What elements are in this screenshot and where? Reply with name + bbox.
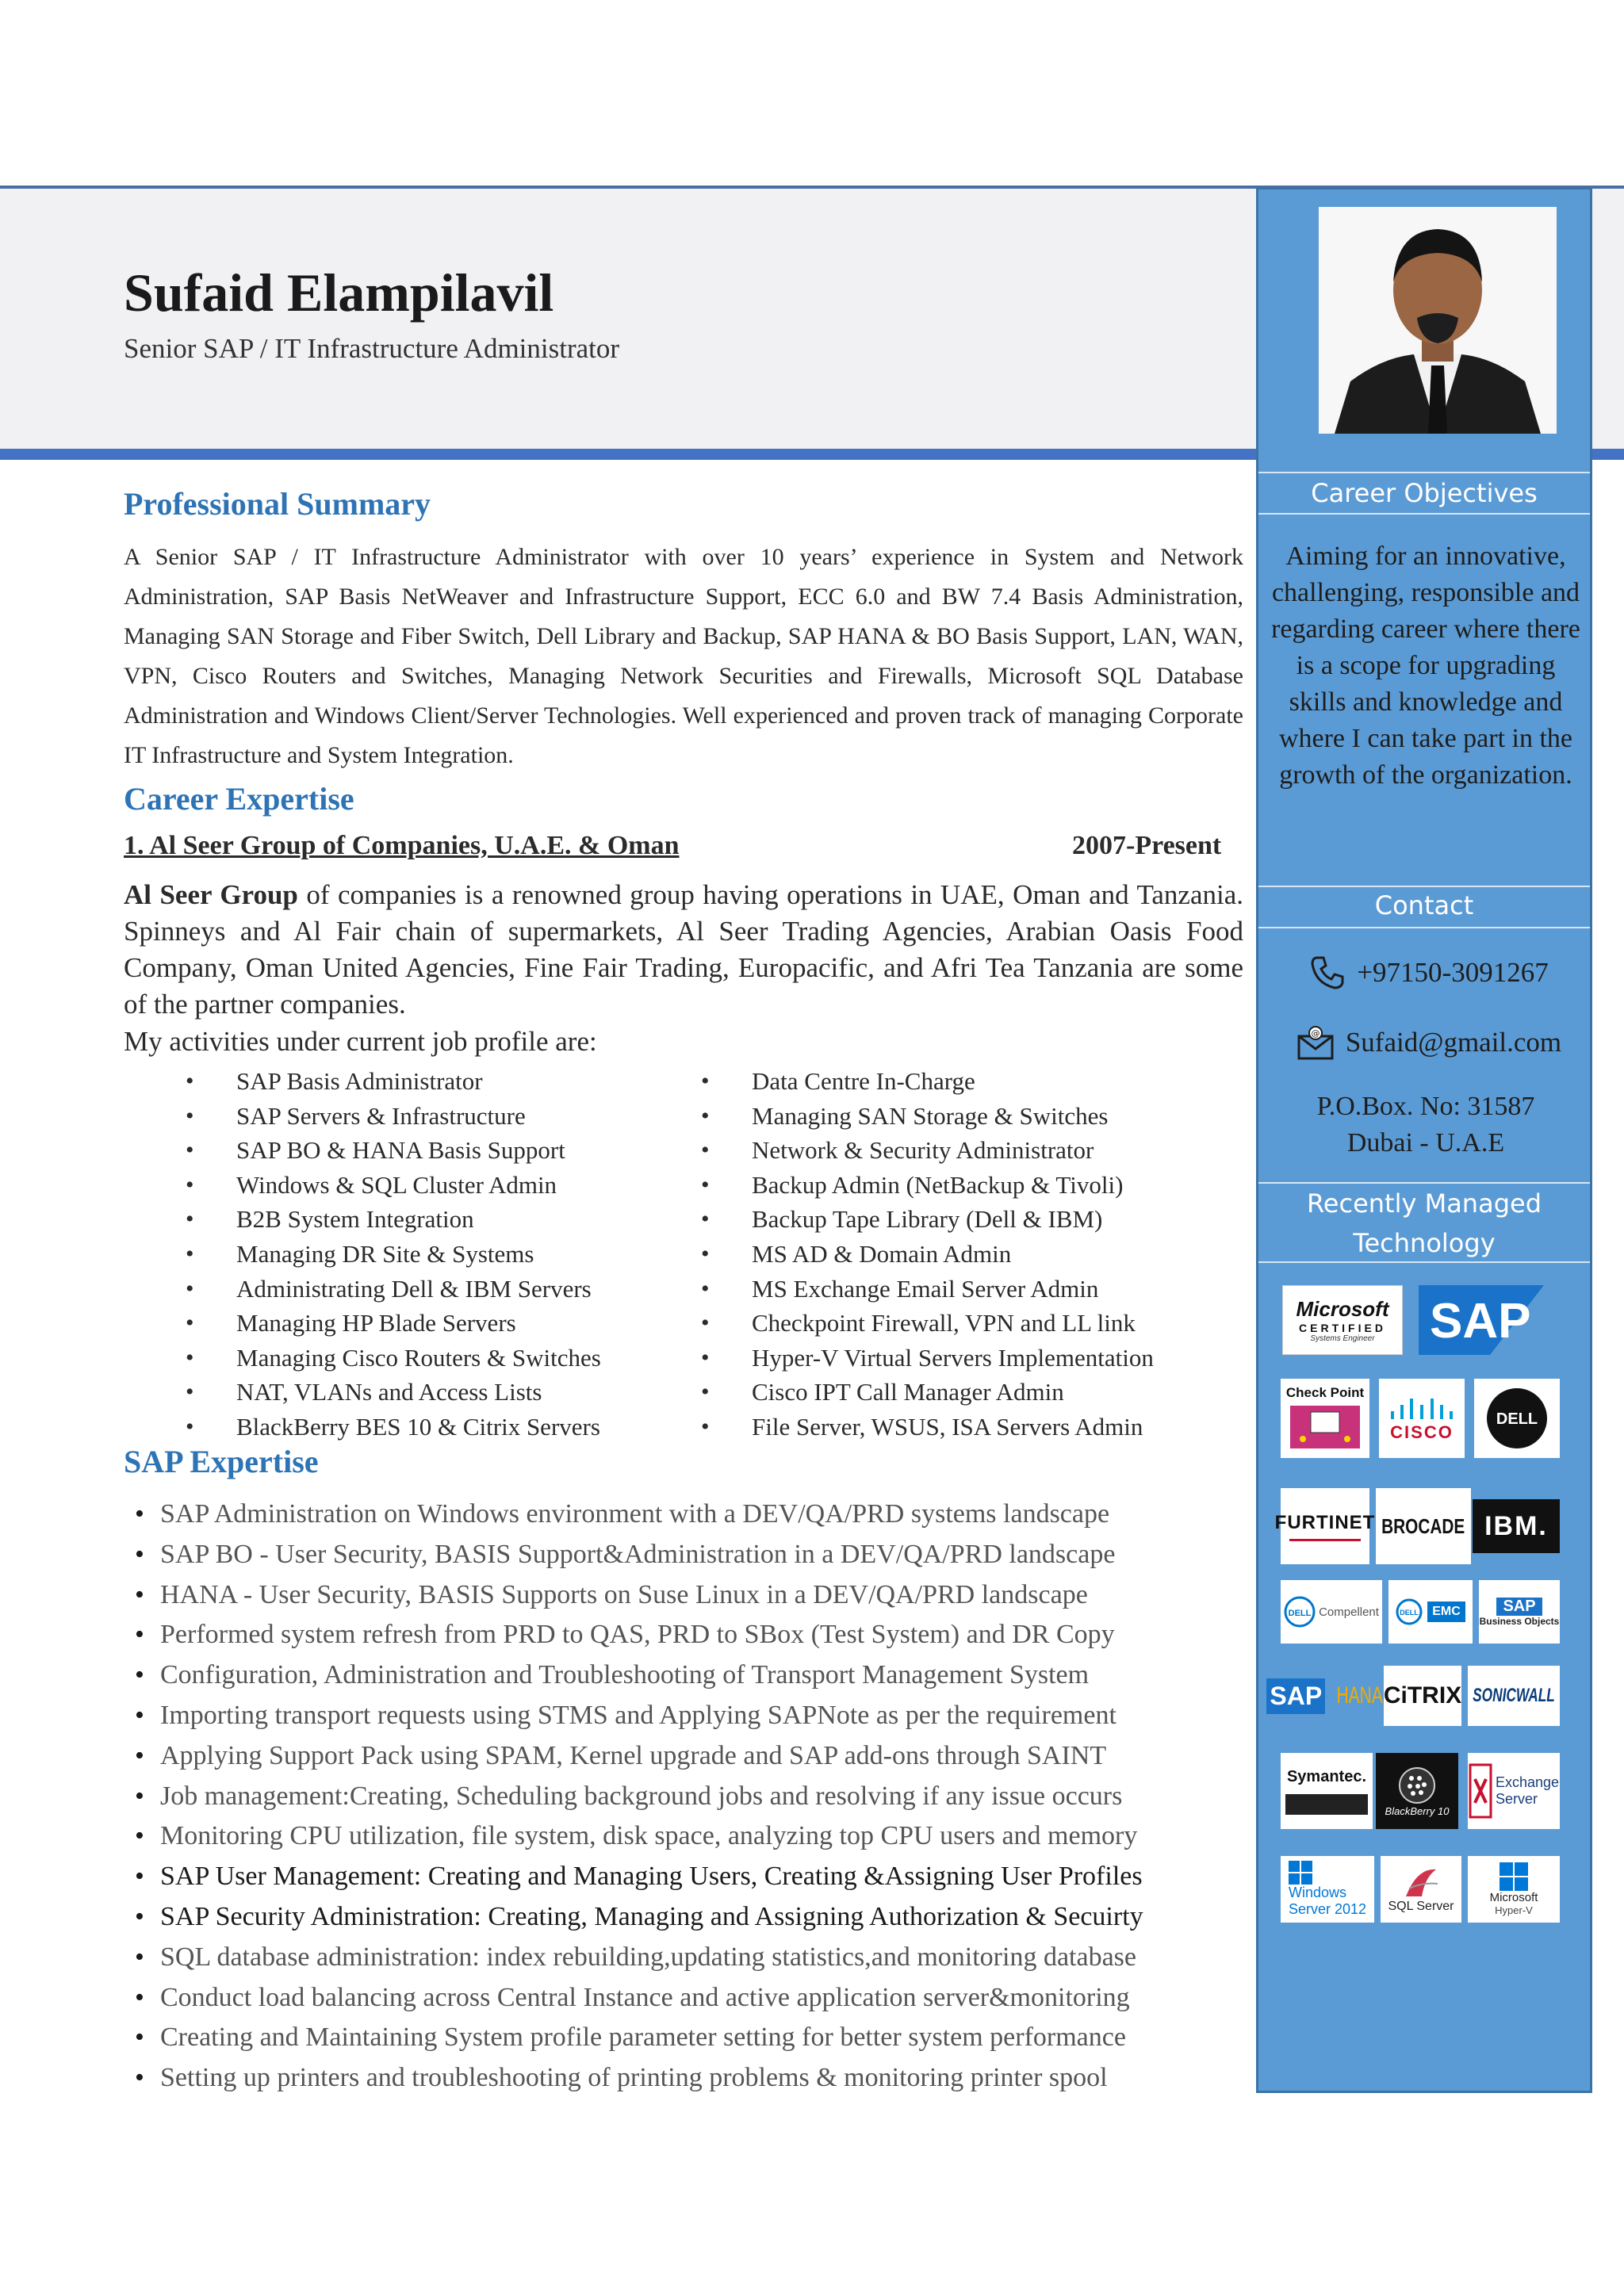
- sidebar: [1256, 187, 1592, 2093]
- list-item: • SAP Basis Administrator: [236, 1064, 601, 1099]
- list-item: • Network & Security Administrator: [752, 1133, 1154, 1168]
- profile-photo: [1319, 207, 1557, 434]
- sap-expertise-heading: SAP Expertise: [124, 1444, 319, 1479]
- phone-row: [1274, 951, 1584, 995]
- job-years: 2007-Present: [1072, 831, 1222, 860]
- job-company: 1. Al Seer Group of Companies, U.A.E. & Oman: [124, 831, 680, 860]
- list-item: • SAP Servers & Infrastructure: [236, 1099, 601, 1134]
- list-item: • Importing transport requests using STMS and Applying SAPNote as per the requirement: [135, 1696, 1245, 1736]
- windows-icon: [1289, 1861, 1312, 1885]
- list-item: • SAP User Management: Creating and Managing Users, Creating &Assigning User Profiles: [135, 1857, 1245, 1897]
- list-item: • HANA - User Security, BASIS Supports on Suse Linux in a DEV/QA/PRD landscape: [135, 1575, 1245, 1616]
- contact-heading: Contact: [1374, 890, 1474, 920]
- dell-compellent-logo: DELL Compellent: [1281, 1580, 1382, 1644]
- hyper-v-logo: Microsoft Hyper-V: [1468, 1856, 1560, 1923]
- list-item: • Creating and Maintaining System profile parameter setting for better system performance: [135, 2018, 1245, 2058]
- list-item: • Windows & SQL Cluster Admin: [236, 1168, 601, 1203]
- sql-server-icon: [1401, 1865, 1441, 1900]
- email-row: [1274, 1020, 1584, 1065]
- exchange-icon: [1469, 1763, 1492, 1819]
- list-item: • SAP BO & HANA Basis Support: [236, 1133, 601, 1168]
- sql-server-logo: SQL Server: [1381, 1856, 1461, 1923]
- job-description: [124, 877, 1243, 1023]
- professional-summary-text: A Senior SAP / IT Infrastructure Administrator with over 10 years’ experience in System and Network Administration, SAP Basis NetWeaver and Infrastructure Support, ECC 6.0 and BW 7.4 Basis Administration, Managing SAN Storage and Fiber Switch, Dell Library and Backup, SAP HANA & BO Basis Support, LAN, WAN, VPN, Cisco Routers and Switches, Managing Network Securities and Firewalls, Microsoft SQL Database Administration and Windows Client/Server Technologies. Well experienced and proven track of managing Corporate IT Infrastructure and System Integration.: [124, 544, 1243, 768]
- po-box: P.O.Box. No: 31587: [1316, 1092, 1535, 1121]
- sidebar-divider: [1258, 1261, 1590, 1263]
- exchange-server-logo: Exchange Server: [1468, 1753, 1560, 1829]
- candidate-role: Senior SAP / IT Infrastructure Administrator: [124, 333, 620, 364]
- sap-businessobjects-logo: SAP Business Objects: [1479, 1580, 1560, 1644]
- list-item: • Checkpoint Firewall, VPN and LL link: [752, 1306, 1154, 1341]
- company-name: Al Seer Group: [124, 879, 298, 910]
- list-item: • BlackBerry BES 10 & Citrix Servers: [236, 1410, 601, 1445]
- list-item: • Administrating Dell & IBM Servers: [236, 1272, 601, 1307]
- svg-text:DELL: DELL: [1400, 1609, 1419, 1617]
- list-item: • SAP BO - User Security, BASIS Support&Administration in a DEV/QA/PRD landscape: [135, 1535, 1245, 1575]
- career-objectives-text: Aiming for an innovative, challenging, responsible and regarding career where there is a scope for upgrading skills and knowledge and where I can take part in the growth of the organization.: [1271, 541, 1580, 790]
- microsoft-certified-logo: Microsoft CERTIFIED Systems Engineer: [1282, 1285, 1403, 1355]
- candidate-name: Sufaid Elampilavil: [124, 262, 554, 323]
- phone-number[interactable]: +97150-3091267: [1357, 957, 1549, 988]
- list-item: • Data Centre In-Charge: [752, 1064, 1154, 1099]
- list-item: • MS AD & Domain Admin: [752, 1237, 1154, 1272]
- list-item: • Managing SAN Storage & Switches: [752, 1099, 1154, 1134]
- list-item: • Setting up printers and troubleshooting of printing problems & monitoring printer spool: [135, 2058, 1245, 2099]
- windows-server-logo: Windows Server 2012: [1281, 1856, 1374, 1923]
- list-item: • File Server, WSUS, ISA Servers Admin: [752, 1410, 1154, 1445]
- list-item: • Managing HP Blade Servers: [236, 1306, 601, 1341]
- list-item: • MS Exchange Email Server Admin: [752, 1272, 1154, 1307]
- dell-badge-icon: [1396, 1598, 1423, 1625]
- list-item: • SQL database administration: index rebuilding,updating statistics,and monitoring database: [135, 1938, 1245, 1978]
- citrix-logo: CiTRIX: [1384, 1666, 1461, 1726]
- company-description: of companies is a renowned group having operations in UAE, Oman and Tanzania. Spinneys and Al Fair chain of supermarkets, Al Seer Trading Agencies, Arabian Oasis Food Company, Oman United Agencies, Fine Fair Trading, Europacific, and Afri Tea Tanzania are some of the partner companies.: [124, 879, 1243, 1020]
- list-item: • Configuration, Administration and Troubleshooting of Transport Management System: [135, 1655, 1245, 1696]
- dell-badge-icon: [1284, 1596, 1316, 1628]
- list-item: • SAP Administration on Windows environment with a DEV/QA/PRD systems landscape: [135, 1494, 1245, 1535]
- blackberry-icon: [1397, 1766, 1437, 1805]
- dell-logo: [1474, 1379, 1560, 1458]
- career-objectives-heading: Career Objectives: [1311, 478, 1538, 508]
- blackberry-logo: BlackBerry 10: [1376, 1753, 1458, 1829]
- ibm-logo: IBM.: [1473, 1499, 1560, 1553]
- city: Dubai - U.A.E: [1346, 1128, 1505, 1158]
- sidebar-divider: [1258, 927, 1590, 928]
- symantec-logo: Symantec.: [1281, 1753, 1373, 1829]
- cisco-logo: CISCO: [1379, 1379, 1465, 1458]
- list-item: • Monitoring CPU utilization, file system, disk space, analyzing top CPU users and memory: [135, 1816, 1245, 1857]
- email-icon: [1297, 1025, 1335, 1060]
- dell-logo-text: DELL: [1496, 1410, 1538, 1428]
- list-item: • Managing Cisco Routers & Switches: [236, 1341, 601, 1376]
- professional-summary-heading: Professional Summary: [124, 486, 431, 522]
- job-heading: [124, 831, 1234, 861]
- svg-text:@: @: [1311, 1028, 1320, 1039]
- dell-emc-logo: DELL EMC: [1388, 1580, 1473, 1644]
- list-item: • SAP Security Administration: Creating, Managing and Assigning Authorization & Secuirty: [135, 1897, 1245, 1938]
- sidebar-divider: [1258, 513, 1590, 515]
- phone-icon: [1309, 955, 1346, 991]
- list-item: • Backup Tape Library (Dell & IBM): [752, 1202, 1154, 1237]
- sonicwall-logo: SONICWALL: [1468, 1666, 1560, 1726]
- email-address[interactable]: Sufaid@gmail.com: [1345, 1027, 1562, 1058]
- list-item: • Job management:Creating, Scheduling background jobs and resolving if any issue occurs: [135, 1777, 1245, 1817]
- technology-heading-line2: Technology: [1353, 1228, 1496, 1258]
- activities-list-right: [752, 1064, 1154, 1445]
- career-expertise-heading: Career Expertise: [124, 781, 354, 817]
- sap-logo: [1419, 1285, 1544, 1355]
- sap-expertise-list: [135, 1494, 1245, 2099]
- fortinet-logo: FURTINET: [1281, 1488, 1369, 1564]
- list-item: • Cisco IPT Call Manager Admin: [752, 1375, 1154, 1410]
- list-item: • Backup Admin (NetBackup & Tivoli): [752, 1168, 1154, 1203]
- list-item: • Hyper-V Virtual Servers Implementation: [752, 1341, 1154, 1376]
- svg-text:DELL: DELL: [1288, 1609, 1312, 1618]
- list-item: • NAT, VLANs and Access Lists: [236, 1375, 601, 1410]
- list-item: • Managing DR Site & Systems: [236, 1237, 601, 1272]
- sap-hana-logo: SAP HANA: [1281, 1666, 1379, 1726]
- sap-logo-text: SAP: [1430, 1294, 1531, 1349]
- list-item: • Applying Support Pack using SPAM, Kernel upgrade and SAP add-ons through SAINT: [135, 1736, 1245, 1777]
- list-item: • Performed system refresh from PRD to QAS, PRD to SBox (Test System) and DR Copy: [135, 1615, 1245, 1655]
- technology-heading-line1: Recently Managed: [1306, 1188, 1542, 1219]
- activities-intro: My activities under current job profile are:: [124, 1026, 597, 1057]
- activities-list-left: [236, 1064, 601, 1445]
- list-item: • Conduct load balancing across Central Instance and active application server&monitoring: [135, 1978, 1245, 2019]
- list-item: • B2B System Integration: [236, 1202, 601, 1237]
- brocade-logo: BROCADE: [1376, 1488, 1471, 1564]
- windows-icon: [1500, 1862, 1528, 1891]
- checkpoint-logo: Check Point: [1281, 1379, 1369, 1458]
